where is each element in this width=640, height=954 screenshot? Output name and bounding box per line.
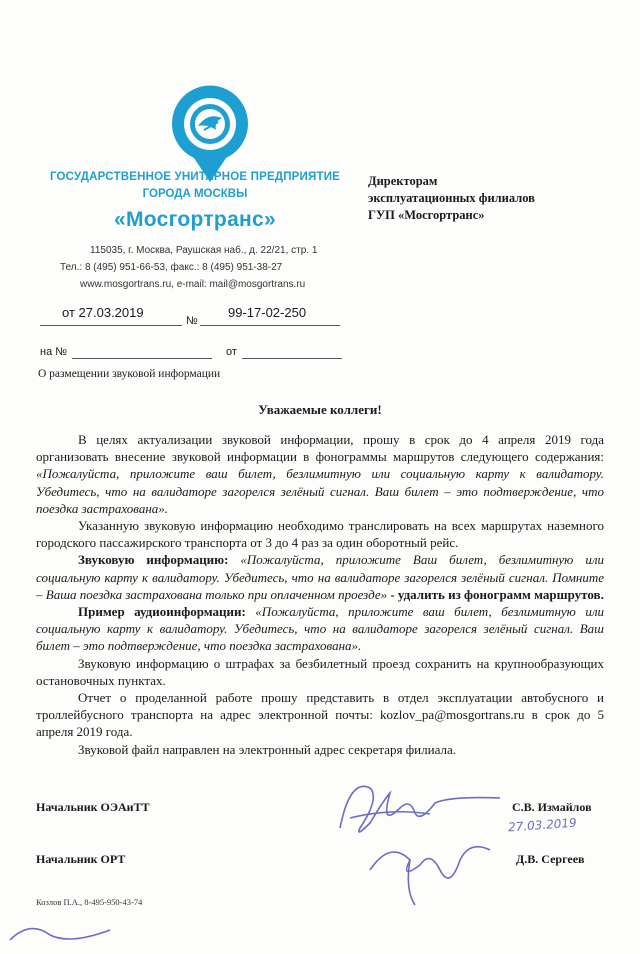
org-phone: Тел.: 8 (495) 951-66-53, факс.: 8 (495) 951-38-27	[60, 262, 283, 273]
number-underline	[200, 325, 340, 326]
subject-line: О размещении звуковой информации	[38, 368, 221, 380]
quote-new-message: «Пожалуйста, приложите ваш билет, безлимитную или социальную карту к валидатору. Убедитесь, что на валидаторе загорелся зелёный сигнал. Ваш билет – это подтверждение, что поездка застрахована».	[36, 466, 604, 516]
greeting: Уважаемые коллеги!	[258, 402, 382, 417]
ref-number-label: на №	[40, 346, 68, 358]
doc-date	[62, 305, 144, 320]
number-label: №	[186, 315, 198, 327]
paragraph-2: Указанную звуковую информацию необходимо транслировать на всех маршрутах наземного городского пассажирского транспорта от 3 до 4 раз за один оборотный рейс.	[36, 518, 604, 551]
date-label: от	[62, 305, 75, 320]
org-name-line2: ГОРОДА МОСКВЫ	[142, 188, 248, 200]
signature-2-icon	[350, 830, 500, 910]
date-underline	[40, 325, 182, 326]
paragraph-4: Пример аудиоинформации: «Пожалуйста, приложите ваш билет, безлимитную или социальную карту к валидатору. Убедитесь, что на валидаторе загорелся зелёный сигнал. Ваш билет – это подтверждение, что поездка застрахована».	[36, 604, 604, 654]
ref-date-label: от	[226, 346, 237, 358]
signatory-name-2: Д.В. Сергеев	[516, 852, 585, 866]
addressee-line: эксплуатационных филиалов	[368, 191, 535, 205]
letter-body	[36, 431, 604, 758]
doc-number: 99-17-02-250	[228, 305, 307, 320]
signatory-title-1: Начальник ОЭАиТТ	[36, 800, 150, 814]
org-brand-name: «Мосгортранс»	[114, 208, 276, 231]
paragraph-7: Звуковой файл направлен на электронный адрес секретаря филиала.	[78, 741, 456, 757]
org-address: 115035, г. Москва, Раушская наб., д. 22/21, стр. 1	[90, 245, 318, 256]
date-value: 27.03.2019	[78, 305, 144, 320]
org-name-line1: ГОСУДАРСТВЕННОЕ УНИТАРНОЕ ПРЕДПРИЯТИЕ	[49, 171, 341, 183]
signatory-title-2: Начальник ОРТ	[36, 852, 126, 866]
signature-3-icon	[0, 910, 120, 954]
addressee-line: ГУП «Мосгортранс»	[368, 208, 485, 222]
addressee-line: Директорам	[368, 174, 438, 188]
addressee-block	[368, 173, 535, 224]
quote-example: «Пожалуйста, приложите ваш билет, безлимитную или социальную карту к валидатору. Убедитесь, что на валидаторе загорелся зелёный сигнал. Ваш билет – это подтверждение, что поездка застрахована».	[36, 604, 604, 654]
paragraph-1: В целях актуализации звуковой информации, прошу в срок до 4 апреля 2019 года организовать внесение звуковой информации в фонограммы маршрутов следующего содержания: «Пожалуйста, приложите ваш билет, безлимитную или социальную карту к валидатору. Убедитесь, что на валидаторе загорелся зелёный сигнал. Ваш билет – это подтверждение, что поездка застрахована».	[36, 432, 604, 516]
executor-contact: Козлов П.А., 8-495-950-43-74	[36, 897, 143, 907]
ref-date-underline	[242, 358, 342, 359]
signatory-name-1: С.В. Измайлов	[512, 800, 592, 814]
paragraph-3: Звуковую информацию: «Пожалуйста, приложите Ваш билет, безлимитную или социальную карту к валидатору. Убедитесь, что на валидаторе загорелся зелёный сигнал. Помните – Ваша поездка застрахована только при оплаченном проезде» - удалить из фонограмм маршрутов.	[36, 552, 604, 602]
quote-old-message: «Пожалуйста, приложите Ваш билет, безлимитную или социальную карту к валидатору. Убедитесь, что на валидаторе загорелся зелёный сигнал. Помните – Ваша поездка застрахована только при оплаченном проезде»	[36, 552, 604, 602]
signature-date: 27.03.2019	[507, 815, 578, 835]
paragraph-5: Звуковую информацию о штрафах за безбилетный проезд сохранить на крупнообразующих остановочных пунктах.	[36, 655, 604, 688]
paragraph-6: Отчет о проделанной работе прошу представить в отдел эксплуатации автобусного и троллейбусного транспорта на адрес электронной почты: kozlov_pa@mosgortrans.ru в срок до 5 апреля 2019 года.	[36, 690, 604, 740]
ref-number-underline	[72, 358, 212, 359]
org-web-email: www.mosgortrans.ru, e-mail: mail@mosgortrans.ru	[80, 279, 306, 290]
